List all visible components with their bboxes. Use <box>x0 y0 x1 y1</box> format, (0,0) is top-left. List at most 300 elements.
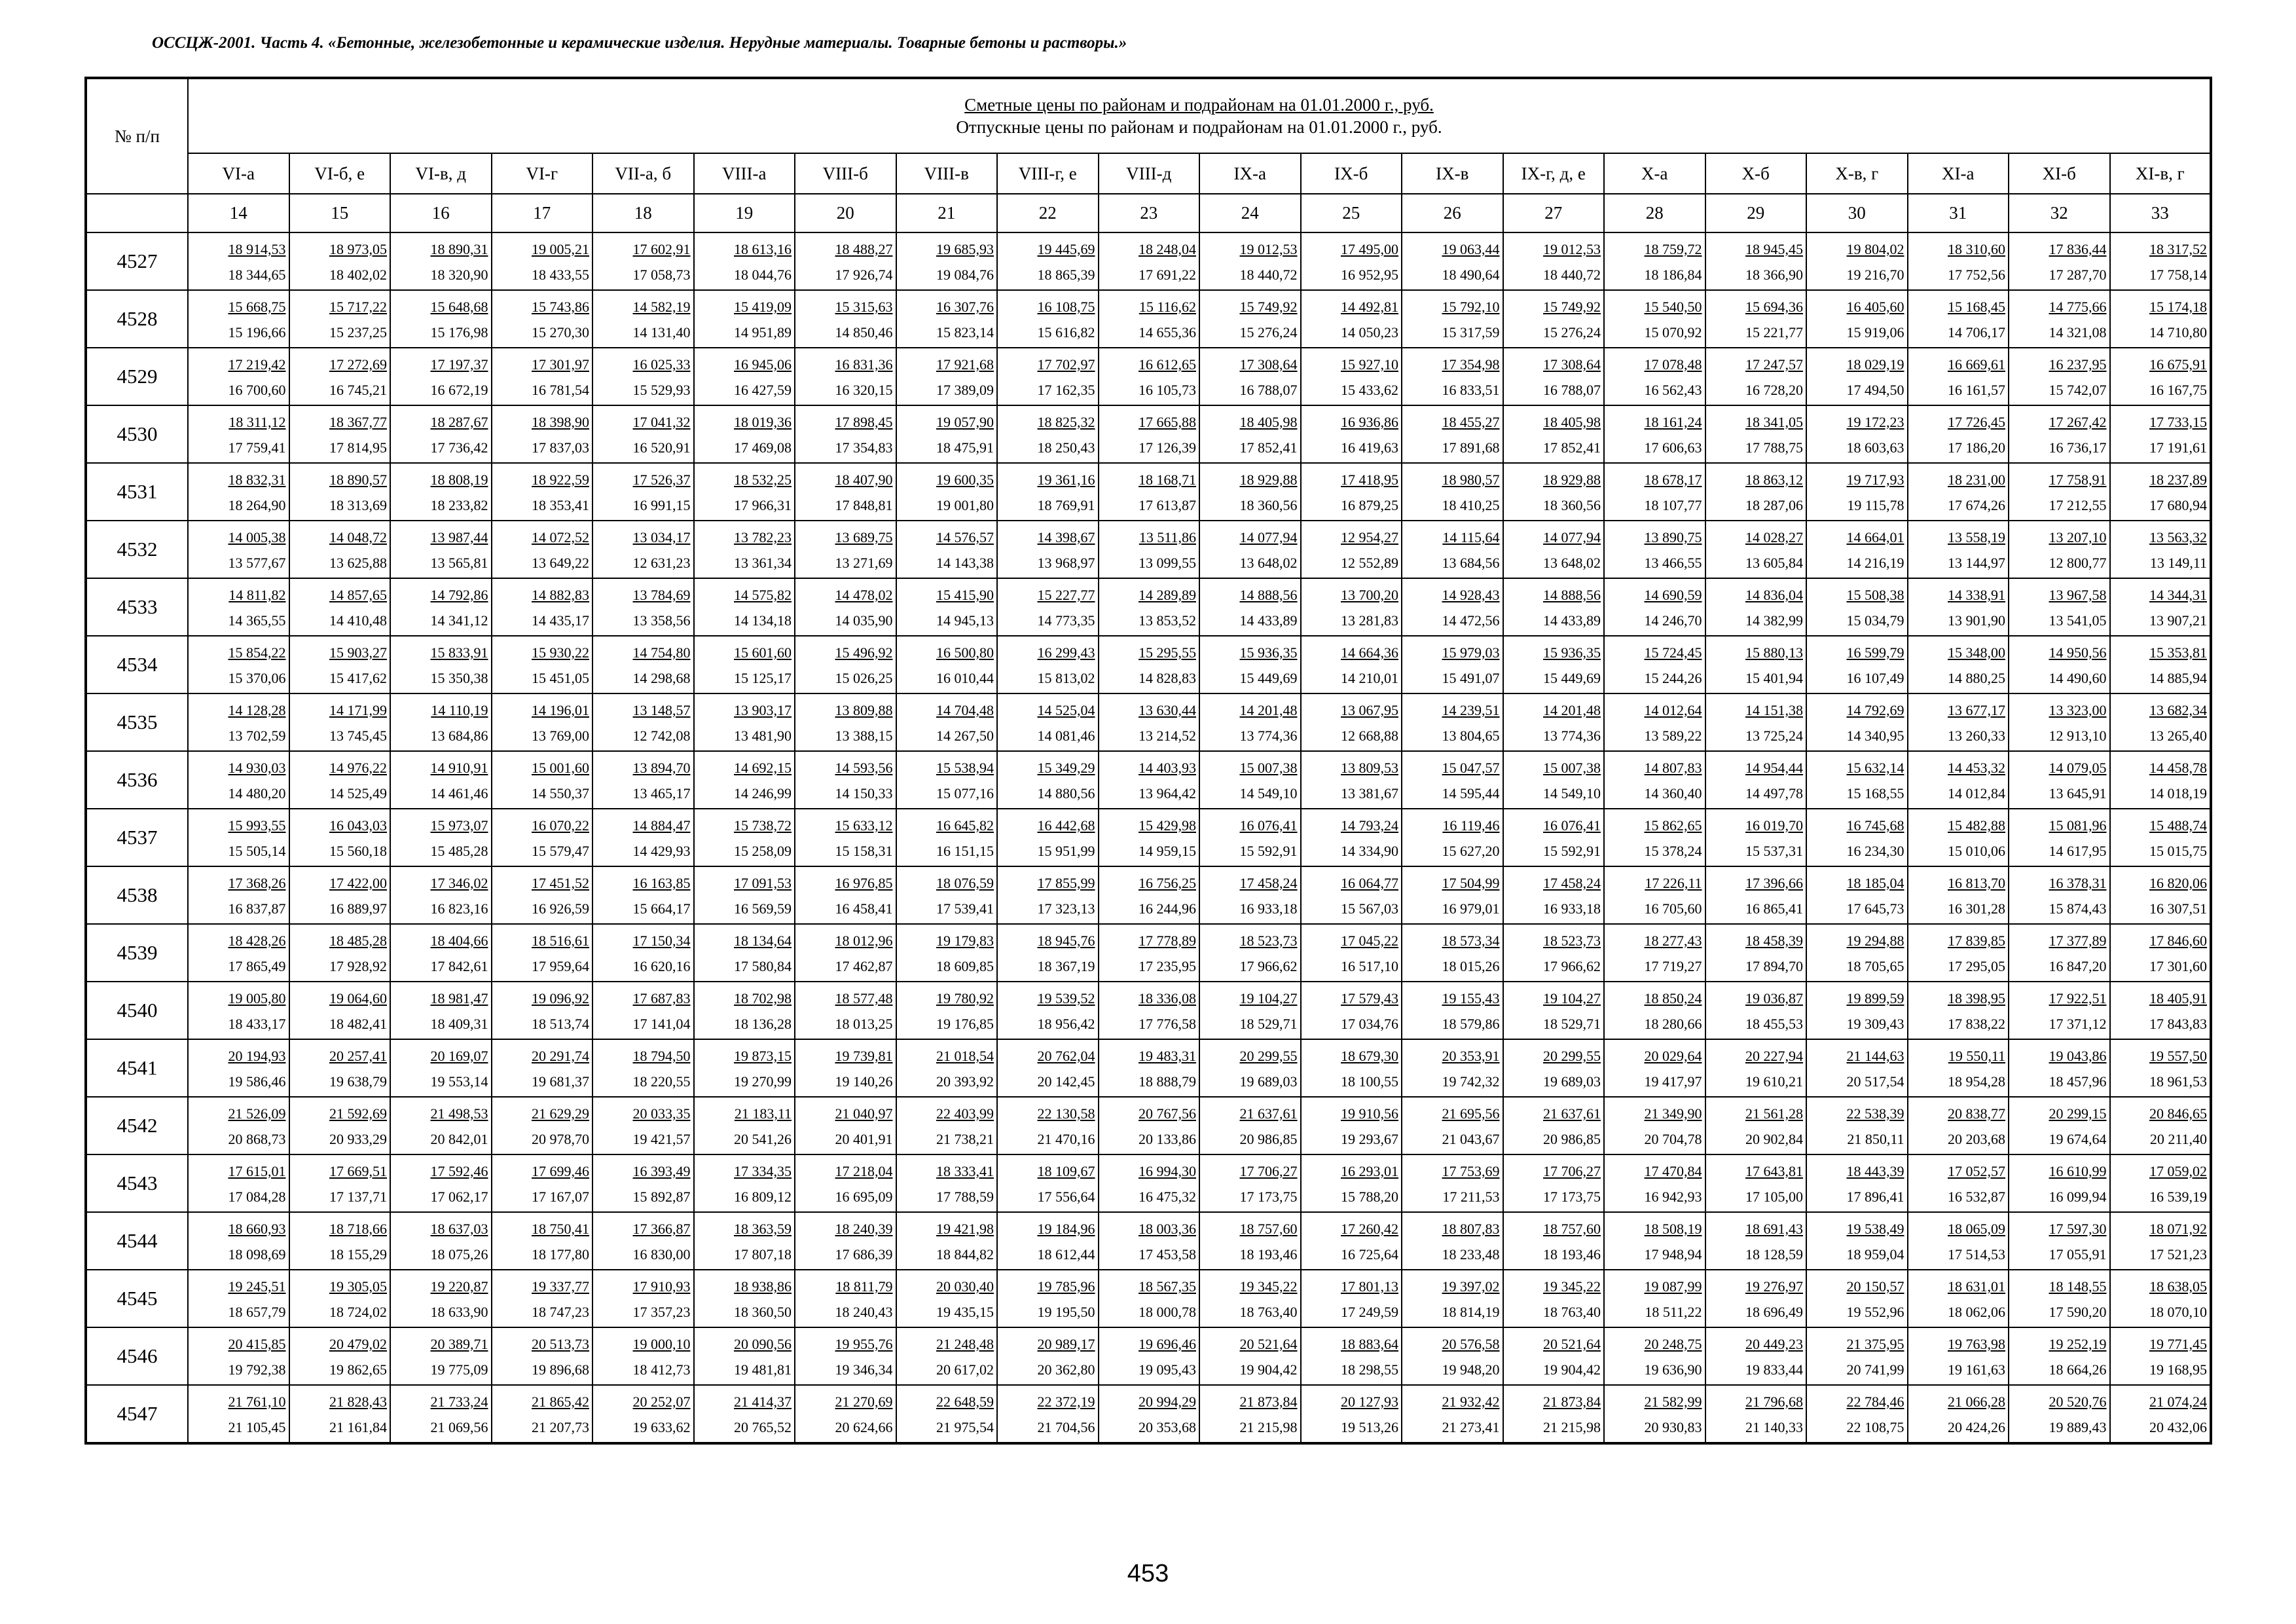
estimated-price: 14 692,15 <box>734 760 792 776</box>
estimated-price: 13 677,17 <box>1948 702 2005 718</box>
price-cell <box>492 636 593 693</box>
estimated-price: 15 903,27 <box>329 644 387 661</box>
release-price: 17 865,49 <box>228 958 286 974</box>
price-cell <box>1604 1212 1705 1270</box>
release-price: 16 320,15 <box>835 382 893 398</box>
estimated-price: 14 882,83 <box>532 587 589 603</box>
estimated-price: 13 967,58 <box>2049 587 2107 603</box>
estimated-price: 16 813,70 <box>1948 875 2005 891</box>
row-number: 4536 <box>86 751 188 809</box>
release-price: 19 889,43 <box>2049 1419 2107 1435</box>
release-price: 13 541,05 <box>2049 612 2107 629</box>
price-cell <box>1402 693 1503 751</box>
release-price: 20 765,52 <box>734 1419 792 1435</box>
price-cell <box>1301 809 1402 866</box>
estimated-price: 17 801,13 <box>1341 1278 1398 1295</box>
estimated-price: 17 059,02 <box>2149 1163 2207 1179</box>
estimated-price: 16 936,86 <box>1341 414 1398 430</box>
estimated-price: 21 592,69 <box>329 1105 387 1122</box>
price-cell <box>390 463 492 521</box>
price-cell <box>390 1385 492 1443</box>
release-price: 13 271,69 <box>835 555 893 571</box>
price-cell <box>289 924 391 982</box>
estimated-price: 17 687,83 <box>632 990 691 1006</box>
estimated-price: 18 443,39 <box>1846 1163 1904 1179</box>
price-cell <box>2009 1385 2110 1443</box>
price-cell <box>795 578 896 636</box>
row-number: 4542 <box>86 1097 188 1154</box>
price-cell <box>1806 1385 1908 1443</box>
release-price: 18 529,71 <box>1543 1016 1601 1032</box>
estimated-price: 14 344,31 <box>2149 587 2207 603</box>
estimated-prices-title: Сметные цены по районам и подрайонам на 01.01.2000 г., руб. <box>964 95 1434 115</box>
release-price: 18 360,50 <box>734 1304 792 1320</box>
estimated-price: 16 405,60 <box>1846 299 1904 315</box>
release-price: 13 648,02 <box>1239 555 1298 571</box>
price-cell <box>390 290 492 348</box>
price-cell <box>1503 924 1605 982</box>
release-price: 17 686,39 <box>835 1246 893 1263</box>
estimated-price: 17 451,52 <box>532 875 589 891</box>
estimated-price: 15 540,50 <box>1644 299 1702 315</box>
release-price: 22 108,75 <box>1846 1419 1904 1435</box>
price-cell <box>2009 232 2110 290</box>
release-price: 16 879,25 <box>1341 497 1398 513</box>
release-price: 21 043,67 <box>1442 1131 1500 1147</box>
estimated-price: 20 479,02 <box>329 1336 387 1352</box>
release-price: 19 636,90 <box>1644 1361 1702 1378</box>
price-cell <box>1503 348 1605 405</box>
release-price: 17 141,04 <box>632 1016 691 1032</box>
estimated-price: 17 602,91 <box>632 241 691 257</box>
release-price: 19 084,76 <box>936 267 994 283</box>
price-cell <box>1301 405 1402 463</box>
column-number: 15 <box>289 194 391 232</box>
estimated-price: 15 081,96 <box>2049 817 2107 834</box>
release-price: 17 759,41 <box>228 439 286 456</box>
release-price: 18 193,46 <box>1543 1246 1601 1263</box>
estimated-price: 14 950,56 <box>2049 644 2107 661</box>
release-price: 16 725,64 <box>1341 1246 1398 1263</box>
estimated-price: 16 070,22 <box>532 817 589 834</box>
price-cell <box>592 521 694 578</box>
estimated-price: 19 955,76 <box>835 1336 893 1352</box>
price-cell <box>188 1327 289 1385</box>
price-cell <box>2110 924 2212 982</box>
price-cell <box>997 348 1099 405</box>
release-price: 17 959,64 <box>532 958 589 974</box>
release-price: 20 842,01 <box>430 1131 488 1147</box>
release-price: 15 788,20 <box>1341 1189 1398 1205</box>
price-cell <box>1705 1327 1807 1385</box>
table-body <box>86 232 2211 1443</box>
estimated-price: 20 248,75 <box>1644 1336 1702 1352</box>
estimated-price: 19 804,02 <box>1846 241 1904 257</box>
release-price: 21 273,41 <box>1442 1419 1500 1435</box>
release-price: 15 221,77 <box>1745 324 1803 341</box>
price-cell <box>1908 463 2009 521</box>
release-price: 14 321,08 <box>2049 324 2107 341</box>
price-cell <box>1705 866 1807 924</box>
release-price: 17 105,00 <box>1745 1189 1803 1205</box>
release-price: 17 357,23 <box>632 1304 691 1320</box>
price-cell <box>1199 866 1301 924</box>
estimated-price: 15 168,45 <box>1948 299 2005 315</box>
estimated-price: 17 091,53 <box>734 875 792 891</box>
estimated-price: 18 638,05 <box>2149 1278 2207 1295</box>
price-cell <box>390 924 492 982</box>
price-cell <box>1402 578 1503 636</box>
release-price: 17 966,62 <box>1543 958 1601 974</box>
estimated-price: 18 702,98 <box>734 990 792 1006</box>
price-cell <box>592 405 694 463</box>
estimated-price: 19 337,77 <box>532 1278 589 1295</box>
estimated-price: 15 315,63 <box>835 299 893 315</box>
release-price: 16 301,28 <box>1948 900 2005 917</box>
estimated-price: 14 196,01 <box>532 702 589 718</box>
release-price: 17 191,61 <box>2149 439 2207 456</box>
estimated-price: 15 538,94 <box>936 760 994 776</box>
estimated-price: 18 029,19 <box>1846 356 1904 373</box>
price-cell <box>997 1385 1099 1443</box>
estimated-price: 13 148,57 <box>632 702 691 718</box>
estimated-price: 19 104,27 <box>1239 990 1298 1006</box>
price-cell <box>1604 1154 1705 1212</box>
release-price: 19 001,80 <box>936 497 994 513</box>
price-cell <box>896 866 998 924</box>
estimated-price: 14 079,05 <box>2049 760 2107 776</box>
estimated-price: 14 793,24 <box>1341 817 1398 834</box>
estimated-price: 15 601,60 <box>734 644 792 661</box>
estimated-price: 21 796,68 <box>1745 1393 1803 1410</box>
estimated-price: 17 733,15 <box>2149 414 2207 430</box>
estimated-price: 21 761,10 <box>228 1393 286 1410</box>
estimated-price: 18 637,03 <box>430 1221 488 1237</box>
release-price: 15 276,24 <box>1543 324 1601 341</box>
estimated-price: 16 299,43 <box>1037 644 1095 661</box>
release-price: 21 704,56 <box>1037 1419 1095 1435</box>
release-price: 20 868,73 <box>228 1131 286 1147</box>
price-cell <box>1199 1327 1301 1385</box>
estimated-price: 18 367,77 <box>329 414 387 430</box>
price-cell <box>2110 1270 2212 1327</box>
release-price: 18 062,06 <box>1948 1304 2005 1320</box>
release-price: 20 401,91 <box>835 1131 893 1147</box>
price-cell <box>1301 463 1402 521</box>
estimated-price: 13 511,86 <box>1139 529 1196 545</box>
release-price: 15 449,69 <box>1543 670 1601 686</box>
estimated-price: 17 260,42 <box>1341 1221 1398 1237</box>
release-price: 18 360,56 <box>1543 497 1601 513</box>
release-price: 19 140,26 <box>835 1073 893 1090</box>
release-price: 14 298,68 <box>632 670 691 686</box>
row-number: 4541 <box>86 1039 188 1097</box>
price-cell <box>1806 1154 1908 1212</box>
release-price: 21 161,84 <box>329 1419 387 1435</box>
release-price: 17 162,35 <box>1037 382 1095 398</box>
estimated-price: 14 110,19 <box>431 702 488 718</box>
estimated-price: 19 345,22 <box>1239 1278 1298 1295</box>
release-price: 13 907,21 <box>2149 612 2207 629</box>
release-price: 16 307,51 <box>2149 900 2207 917</box>
release-price: 13 684,86 <box>430 728 488 744</box>
table-row <box>86 809 2211 866</box>
estimated-price: 17 334,35 <box>734 1163 792 1179</box>
release-price: 15 244,26 <box>1644 670 1702 686</box>
price-cell <box>1503 1154 1605 1212</box>
price-cell <box>1908 636 2009 693</box>
estimated-price: 15 973,07 <box>430 817 488 834</box>
price-cell <box>1099 1270 1200 1327</box>
price-cell <box>2009 693 2110 751</box>
price-cell <box>1099 1154 1200 1212</box>
release-price: 17 807,18 <box>734 1246 792 1263</box>
price-cell <box>188 1154 289 1212</box>
estimated-price: 20 033,35 <box>632 1105 691 1122</box>
price-cell <box>997 982 1099 1039</box>
price-cell <box>1806 290 1908 348</box>
estimated-price: 20 415,85 <box>228 1336 286 1352</box>
release-price: 13 901,90 <box>1948 612 2005 629</box>
release-price: 16 809,12 <box>734 1189 792 1205</box>
release-price: 16 781,54 <box>532 382 589 398</box>
release-price: 18 954,28 <box>1948 1073 2005 1090</box>
estimated-price: 18 185,04 <box>1846 875 1904 891</box>
estimated-price: 14 792,69 <box>1846 702 1904 718</box>
estimated-price: 15 116,62 <box>1139 299 1196 315</box>
release-price: 17 212,55 <box>2049 497 2107 513</box>
estimated-price: 15 496,92 <box>835 644 893 661</box>
estimated-price: 15 415,90 <box>936 587 994 603</box>
estimated-price: 18 341,05 <box>1745 414 1803 430</box>
estimated-price: 19 252,19 <box>2049 1336 2107 1352</box>
release-price: 17 249,59 <box>1341 1304 1398 1320</box>
price-cell <box>2009 636 2110 693</box>
estimated-price: 19 600,35 <box>936 471 994 488</box>
estimated-price: 14 072,52 <box>532 529 589 545</box>
price-cell <box>896 290 998 348</box>
price-cell <box>1806 636 1908 693</box>
price-cell <box>2009 1039 2110 1097</box>
release-price: 12 552,89 <box>1341 555 1398 571</box>
release-price: 17 084,28 <box>228 1189 286 1205</box>
row-number: 4535 <box>86 693 188 751</box>
estimated-price: 18 277,43 <box>1644 932 1702 949</box>
release-price: 18 402,02 <box>329 267 387 283</box>
release-price: 19 896,68 <box>532 1361 589 1378</box>
estimated-price: 18 405,98 <box>1239 414 1298 430</box>
estimated-price: 18 363,59 <box>734 1221 792 1237</box>
release-price: 13 648,02 <box>1543 555 1601 571</box>
estimated-price: 21 066,28 <box>1948 1393 2005 1410</box>
price-cell <box>1806 809 1908 866</box>
price-cell <box>289 809 391 866</box>
price-cell <box>1402 290 1503 348</box>
price-cell <box>694 521 795 578</box>
price-cell <box>492 521 593 578</box>
release-price: 13 968,97 <box>1037 555 1095 571</box>
estimated-price: 18 679,30 <box>1341 1048 1398 1064</box>
price-cell <box>694 1039 795 1097</box>
price-cell <box>1402 636 1503 693</box>
estimated-price: 18 573,34 <box>1442 932 1500 949</box>
price-cell <box>1301 866 1402 924</box>
price-cell <box>592 578 694 636</box>
release-price: 19 481,81 <box>734 1361 792 1378</box>
release-price: 15 350,38 <box>430 670 488 686</box>
release-price: 17 235,95 <box>1139 958 1196 974</box>
estimated-price: 20 252,07 <box>632 1393 691 1410</box>
estimated-price: 21 873,84 <box>1543 1393 1601 1410</box>
estimated-price: 14 115,64 <box>1442 529 1500 545</box>
release-price: 14 490,60 <box>2049 670 2107 686</box>
price-cell <box>1806 232 1908 290</box>
release-price: 15 158,31 <box>835 843 893 859</box>
price-cell <box>2110 1385 2212 1443</box>
price-cell <box>390 1327 492 1385</box>
district-header: XI-б <box>2009 153 2110 194</box>
price-cell <box>1908 232 2009 290</box>
release-price: 18 320,90 <box>430 267 488 283</box>
price-cell <box>289 290 391 348</box>
price-cell <box>896 405 998 463</box>
estimated-price: 20 030,40 <box>936 1278 994 1295</box>
district-header: VIII-г, е <box>997 153 1099 194</box>
price-cell <box>1908 578 2009 636</box>
price-table <box>84 77 2212 1445</box>
estimated-price: 19 785,96 <box>1037 1278 1095 1295</box>
column-number: 16 <box>390 194 492 232</box>
column-number: 24 <box>1199 194 1301 232</box>
release-price: 13 214,52 <box>1139 728 1196 744</box>
estimated-price: 18 488,27 <box>835 241 893 257</box>
price-cell <box>188 1212 289 1270</box>
estimated-price: 14 048,72 <box>329 529 387 545</box>
release-price: 17 719,27 <box>1644 958 1702 974</box>
release-price: 17 580,84 <box>734 958 792 974</box>
release-price: 12 742,08 <box>632 728 691 744</box>
release-price: 15 451,05 <box>532 670 589 686</box>
estimated-price: 16 293,01 <box>1341 1163 1398 1179</box>
release-price: 17 691,22 <box>1139 267 1196 283</box>
price-cell <box>1503 232 1605 290</box>
release-price: 16 419,63 <box>1341 439 1398 456</box>
estimated-price: 18 811,79 <box>835 1278 893 1295</box>
release-price: 15 616,82 <box>1037 324 1095 341</box>
release-price: 14 433,89 <box>1543 612 1601 629</box>
price-cell <box>492 1212 593 1270</box>
release-price: 19 293,67 <box>1341 1131 1398 1147</box>
estimated-price: 18 485,28 <box>329 932 387 949</box>
estimated-price: 15 419,09 <box>734 299 792 315</box>
estimated-price: 19 910,56 <box>1341 1105 1398 1122</box>
release-price: 21 850,11 <box>1847 1131 1904 1147</box>
estimated-price: 19 421,98 <box>936 1221 994 1237</box>
price-cell <box>390 578 492 636</box>
row-number: 4547 <box>86 1385 188 1443</box>
estimated-price: 16 393,49 <box>632 1163 691 1179</box>
estimated-price: 20 227,94 <box>1745 1048 1803 1064</box>
release-price: 21 140,33 <box>1745 1419 1803 1435</box>
estimated-price: 18 938,86 <box>734 1278 792 1295</box>
release-price: 13 774,36 <box>1239 728 1298 744</box>
price-cell <box>592 232 694 290</box>
price-cell <box>1199 463 1301 521</box>
price-cell <box>1199 1039 1301 1097</box>
column-number: 22 <box>997 194 1099 232</box>
release-price: 13 465,17 <box>632 785 691 802</box>
price-cell <box>1301 1039 1402 1097</box>
price-cell <box>1099 405 1200 463</box>
release-price: 17 494,50 <box>1846 382 1904 398</box>
estimated-price: 21 375,95 <box>1846 1336 1904 1352</box>
price-cell <box>492 1327 593 1385</box>
price-cell <box>188 924 289 982</box>
release-price: 14 131,40 <box>632 324 691 341</box>
release-price: 17 137,71 <box>329 1189 387 1205</box>
release-price: 14 150,33 <box>835 785 893 802</box>
price-title-header <box>188 78 2211 153</box>
district-header: IX-а <box>1199 153 1301 194</box>
release-price: 16 736,17 <box>2049 439 2107 456</box>
price-cell <box>289 521 391 578</box>
estimated-price: 19 057,90 <box>936 414 994 430</box>
price-cell <box>1705 1212 1807 1270</box>
release-price: 14 340,95 <box>1846 728 1904 744</box>
release-price: 14 549,10 <box>1239 785 1298 802</box>
estimated-price: 18 240,39 <box>835 1221 893 1237</box>
release-price: 21 975,54 <box>936 1419 994 1435</box>
release-price: 19 270,99 <box>734 1073 792 1090</box>
price-cell <box>997 751 1099 809</box>
estimated-price: 18 317,52 <box>2149 241 2207 257</box>
price-cell <box>1301 1154 1402 1212</box>
release-price: 18 865,39 <box>1037 267 1095 283</box>
estimated-price: 20 838,77 <box>1948 1105 2005 1122</box>
release-price: 15 485,28 <box>430 843 488 859</box>
price-cell <box>1604 348 1705 405</box>
estimated-price: 18 523,73 <box>1239 932 1298 949</box>
release-price: 13 804,65 <box>1442 728 1500 744</box>
release-price: 17 058,73 <box>632 267 691 283</box>
price-cell <box>795 1327 896 1385</box>
estimated-price: 13 323,00 <box>2049 702 2107 718</box>
price-cell <box>1908 1097 2009 1154</box>
price-cell <box>1604 290 1705 348</box>
price-cell <box>1199 578 1301 636</box>
estimated-price: 18 405,91 <box>2149 990 2207 1006</box>
estimated-price: 18 398,90 <box>532 414 589 430</box>
release-price: 18 366,90 <box>1745 267 1803 283</box>
release-price: 19 346,34 <box>835 1361 893 1378</box>
price-cell <box>694 751 795 809</box>
release-price: 18 490,64 <box>1442 267 1500 283</box>
price-cell <box>997 232 1099 290</box>
estimated-price: 16 599,79 <box>1846 644 1904 661</box>
price-cell <box>896 636 998 693</box>
release-price: 20 362,80 <box>1037 1361 1095 1378</box>
table-row <box>86 1385 2211 1443</box>
release-price: 19 689,03 <box>1239 1073 1298 1090</box>
estimated-price: 17 052,57 <box>1948 1163 2005 1179</box>
release-price: 15 176,98 <box>430 324 488 341</box>
price-cell <box>1503 982 1605 1039</box>
district-header: IX-в <box>1402 153 1503 194</box>
estimated-price: 18 428,26 <box>228 932 286 949</box>
price-cell <box>1604 693 1705 751</box>
release-price: 18 609,85 <box>936 958 994 974</box>
price-cell <box>592 1212 694 1270</box>
